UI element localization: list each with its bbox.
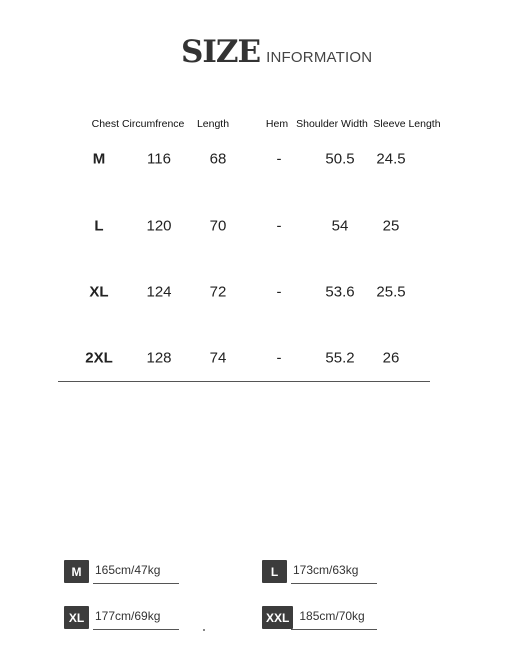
reference-item xyxy=(262,606,365,629)
row-length: 68 xyxy=(209,150,227,168)
reference-text: 173cm/63kg xyxy=(293,563,359,577)
decorative-dot xyxy=(203,629,205,631)
size-badge: L xyxy=(262,560,287,583)
size-badge: XL xyxy=(64,606,89,629)
row-shoulder: 55.2 xyxy=(325,349,355,367)
row-shoulder: 54 xyxy=(331,217,349,235)
row-size: M xyxy=(92,150,106,168)
reference-item xyxy=(64,606,160,629)
row-chest: 124 xyxy=(146,283,172,301)
row-hem: - xyxy=(276,150,282,168)
row-chest: 116 xyxy=(147,150,171,168)
row-shoulder: 53.6 xyxy=(325,283,355,301)
row-sleeve: 26 xyxy=(382,349,400,367)
row-sleeve: 25.5 xyxy=(376,283,406,301)
table-bottom-divider xyxy=(58,381,430,382)
row-length: 72 xyxy=(209,283,227,301)
row-hem: - xyxy=(276,217,282,235)
row-sleeve: 25 xyxy=(382,217,400,235)
row-size: 2XL xyxy=(85,349,113,367)
underline-divider xyxy=(291,583,377,584)
size-badge: XXL xyxy=(262,606,293,629)
row-size: L xyxy=(94,217,104,235)
title-sub: INFORMATION xyxy=(266,49,373,66)
reference-item xyxy=(64,560,160,583)
underline-divider xyxy=(93,629,179,630)
reference-text: 185cm/70kg xyxy=(299,609,365,623)
row-chest: 128 xyxy=(146,349,172,367)
row-shoulder: 50.5 xyxy=(325,150,355,168)
header-hem: Hem xyxy=(265,118,289,130)
header-chest: Chest Circumfrence xyxy=(91,118,185,130)
header-length: Length xyxy=(196,118,230,130)
row-length: 74 xyxy=(209,349,227,367)
size-badge: M xyxy=(64,560,89,583)
row-size: XL xyxy=(89,283,109,301)
header-sleeve: Sleeve Length xyxy=(373,118,441,130)
title-main: SIZE xyxy=(181,34,261,70)
row-length: 70 xyxy=(209,217,227,235)
row-hem: - xyxy=(276,283,282,301)
underline-divider xyxy=(291,629,377,630)
row-sleeve: 24.5 xyxy=(376,150,406,168)
page-title xyxy=(181,34,372,70)
row-hem: - xyxy=(276,349,282,367)
reference-item xyxy=(262,560,358,583)
underline-divider xyxy=(93,583,179,584)
reference-text: 177cm/69kg xyxy=(95,609,161,623)
header-shoulder: Shoulder Width xyxy=(296,118,368,130)
reference-text: 165cm/47kg xyxy=(95,563,161,577)
row-chest: 120 xyxy=(146,217,172,235)
